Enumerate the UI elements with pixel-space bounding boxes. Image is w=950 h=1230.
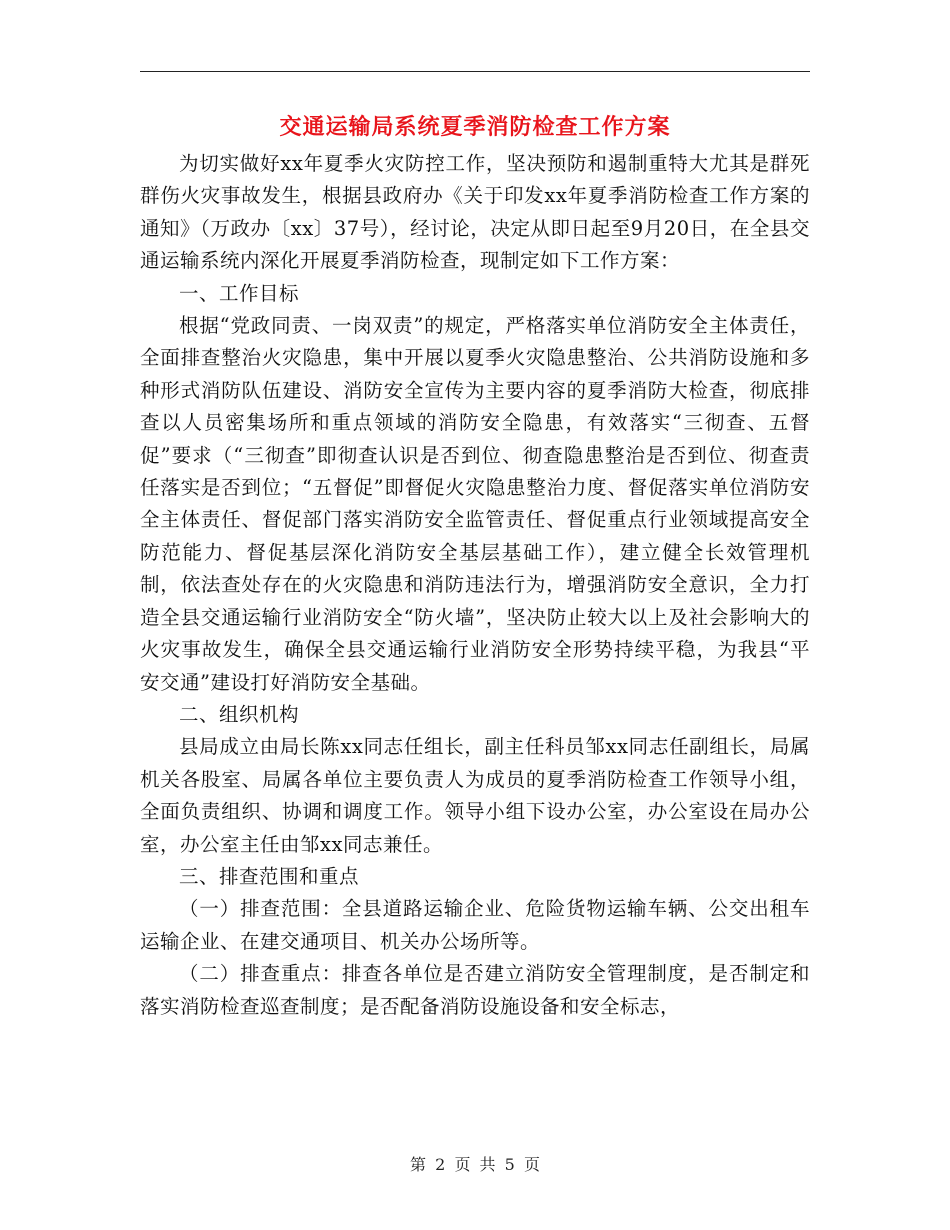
footer-page-word: 页 [454,1155,471,1174]
section-heading-organization: 二、组织机构 [179,702,300,726]
paragraph-intro: 为切实做好xx年夏季火灾防控工作，坚决预防和遏制重特大尤其是群死群伤火灾事故发生，根据县政府办《关于印发xx年夏季消防检查工作方案的通知》（万政办〔xx〕37号），经讨论，决定从即日起至9月20日，在全县交通运输系统内深化开展夏季消防检查，现制定如下工作方案： [140,152,810,273]
header-rule [140,71,810,72]
paragraph-organization: 县局成立由局长陈xx同志任组长，副主任科员邹xx同志任副组长，局属机关各股室、局属各单位主要负责人为成员的夏季消防检查工作领导小组，全面负责组织、协调和调度工作。领导小组下设办公室，办公室设在局办公室，办公室主任由邹xx同志兼任。 [140,735,810,856]
footer-prefix: 第 [410,1155,427,1174]
page-footer [0,1153,950,1177]
section-heading-scope: 三、排查范围和重点 [179,864,360,888]
section-heading-goals: 一、工作目标 [179,281,300,305]
paragraph-goals: 根据“党政同责、一岗双责”的规定，严格落实单位消防安全主体责任，全面排查整治火灾隐患，集中开展以夏季火灾隐患整治、公共消防设施和多种形式消防队伍建设、消防安全宣传为主要内容的夏季消防大检查，彻底排查以人员密集场所和重点领域的消防安全隐患，有效落实“三彻查、五督促”要求（“三彻查”即彻查认识是否到位、彻查隐患整治是否到位、彻查责任落实是否到位；“五督促”即督促火灾隐患整治力度、督促落实单位消防安全主体责任、督促部门落实消防安全监管责任、督促重点行业领域提高安全防范能力、督促基层深化消防安全基层基础工作），建立健全长效管理机制，依法查处存在的火灾隐患和消防违法行为，增强消防安全意识，全力打造全县交通运输行业消防安全“防火墙”，坚决防止较大以上及社会影响大的火灾事故发生，确保全县交通运输行业消防安全形势持续平稳，为我县“平安交通”建设打好消防安全基础。 [140,314,810,694]
document-body [140,148,810,1023]
document-title: 交通运输局系统夏季消防检查工作方案 [279,114,671,140]
paragraph-scope: （一）排查范围：全县道路运输企业、危险货物运输车辆、公交出租车运输企业、在建交通项目、机关办公场所等。 [140,897,810,953]
footer-suffix: 页 [523,1155,540,1174]
footer-total-pages: 5 [504,1155,515,1174]
footer-total-word: 共 [479,1155,496,1174]
paragraph-focus: （二）排查重点：排查各单位是否建立消防安全管理制度，是否制定和落实消防检查巡查制度；是否配备消防设施设备和安全标志， [140,962,810,1018]
footer-current-page: 2 [435,1155,446,1174]
